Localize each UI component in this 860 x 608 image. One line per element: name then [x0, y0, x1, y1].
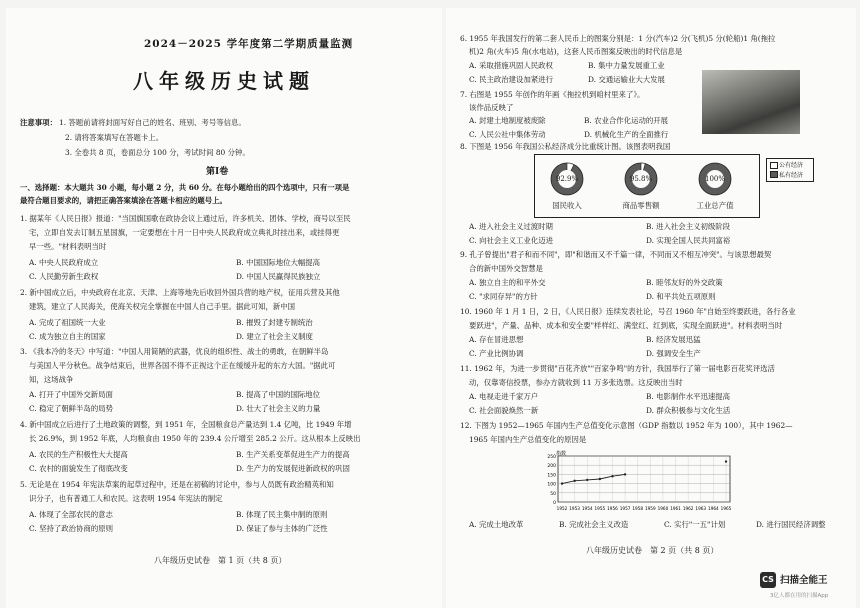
q1-option-b: B. 中国国际地位大幅提高	[236, 258, 321, 267]
instruction-line-1: 一、选择题：本大题共 30 小题，每小题 2 分，共 60 分。在每小题给出的四个选项中，只有一项是	[20, 183, 350, 192]
y-tick-label: 150	[547, 473, 556, 479]
x-tick-label: 1960	[657, 506, 669, 511]
q11-stem-1: 11. 1962 年，为进一步贯彻"百花齐放""百家争鸣"的方针，我国举行了第一届电影百花奖评选活	[460, 364, 775, 373]
q12-option-b: B. 完成社会主义改造	[559, 520, 629, 529]
q3-option-d: D. 壮大了社会主义的力量	[236, 404, 321, 413]
q8-option-c: C. 向社会主义工业化迈进	[469, 236, 553, 245]
scanner-logo-icon: CS	[760, 572, 776, 588]
y-tick-label: 200	[547, 464, 556, 470]
q6-option-a: A. 采取措施巩固人民政权	[469, 61, 553, 70]
gdp-data-point	[611, 475, 613, 477]
q6-option-c: C. 民主政治建设加紧进行	[469, 75, 553, 84]
y-tick-label: 250	[547, 455, 556, 460]
q11-stem-2: 动，仅靠寄信投票，参办方就收到 11 万多张选票。这反映出当时	[469, 378, 683, 387]
q5-option-d: D. 保证了参与主体的广泛性	[236, 524, 328, 533]
q1-stem-2: 宅，立即自发去订制五星国旗，一定要想在十月一日中央人民政府成立典礼时挂出来，或挂得更	[29, 228, 340, 237]
x-tick-label: 1962	[682, 506, 694, 511]
q6-stem-2: 机)2 角(火车)5 角(水电站)，这套人民币图案反映出的时代信息是	[469, 47, 683, 56]
scanner-app-name: 扫描全能王	[780, 575, 828, 586]
scanner-tagline: 3亿人都在用的扫描App	[770, 593, 829, 599]
q6-option-b: B. 集中力量发展重工业	[588, 61, 665, 70]
q1-stem-3: 早一些。"材料表明当时	[29, 242, 107, 251]
q8-option-b: B. 进入社会主义初级阶段	[646, 222, 731, 231]
q9-option-a: A. 独立自主的和平外交	[469, 278, 546, 287]
q1-option-c: C. 人民勤劳新生政权	[29, 272, 99, 281]
exam-page-2	[446, 8, 856, 608]
x-tick-label: 1954	[581, 506, 593, 511]
q1-option-d: D. 中国人民赢得民族独立	[236, 272, 321, 281]
q12-option-a: A. 完成土地改革	[469, 520, 524, 529]
q11-option-c: C. 社会面貌焕然一新	[469, 406, 539, 415]
y-tick-label: 100	[547, 482, 556, 488]
x-tick-label: 1965	[720, 506, 732, 511]
exam-heading: 2024－2025 学年度第二学期质量监测	[144, 38, 354, 50]
x-tick-label: 1963	[695, 506, 707, 511]
plot-frame	[558, 456, 730, 502]
x-tick-label: 1961	[670, 506, 681, 511]
q2-stem-1: 2. 新中国成立后，中央政府在北京、天津、上海等地先后收回外国兵营的地产权，征用兵营及其他	[20, 288, 340, 297]
x-tick-label: 1956	[607, 506, 618, 511]
pie-national-income-value: 92.9%	[555, 175, 579, 183]
q8-option-d: D. 实现全国人民共同富裕	[646, 236, 731, 245]
pie-industrial-output-value: 100%	[704, 175, 725, 183]
notice-label: 注意事项：	[20, 118, 57, 127]
q2-option-a: A. 完成了祖国统一大业	[29, 318, 106, 327]
q10-option-c: C. 产业比例协调	[469, 349, 524, 358]
gdp-data-point	[586, 479, 588, 481]
q11-option-b: B. 电影制作水平迅速提高	[646, 392, 731, 401]
q7-option-b: B. 农业合作化运动的开展	[584, 116, 669, 125]
q4-stem-1: 4. 新中国成立后进行了土地政策的调整，到 1951 年，全国粮食总产量达到 1.4 亿吨，比 1949 年增	[20, 420, 352, 429]
pie-legend	[766, 158, 814, 182]
q1-option-a: A. 中央人民政府成立	[29, 258, 99, 267]
legend-swatch-private	[770, 171, 778, 178]
q5-stem-1: 5. 无论是在 1954 年宪法草案的起草过程中，还是在初稿的讨论中，参与人员既有政治精英和知	[20, 480, 334, 489]
y-axis-label: 指数	[556, 451, 567, 457]
gdp-data-point	[624, 473, 626, 475]
q7-stem-2: 该作品反映了	[469, 103, 514, 112]
q8-stem-1: 8. 下图是 1956 年我国公私经济成分比重统计图。该图表明我国	[460, 142, 671, 151]
q3-option-c: C. 稳定了朝鲜半岛的局势	[29, 404, 113, 413]
gdp-data-point	[725, 460, 727, 462]
q9-stem-1: 9. 孔子曾提出"君子和而不同"，即"和谐而又不千篇一律，不同而又不相互冲突"。与该思想最契	[460, 250, 772, 259]
legend-label-private: 私有经济	[779, 172, 804, 179]
q3-option-b: B. 提高了中国的国际地位	[236, 390, 321, 399]
q4-option-a: A. 农民的生产积极性大大提高	[29, 450, 128, 459]
legend-swatch-public	[770, 162, 778, 169]
q9-option-b: B. 睦邻友好的外交政策	[646, 278, 723, 287]
q5-option-b: B. 体现了民主集中制的原则	[236, 510, 328, 519]
tractor-painting-image	[702, 70, 800, 134]
gdp-series-line	[562, 474, 625, 483]
q9-option-c: C. "求同存异"的方针	[469, 292, 538, 301]
q4-option-d: D. 生产力的发展促进新政权的巩固	[236, 464, 350, 473]
y-tick-label: 50	[550, 491, 556, 497]
q12-stem-1: 12. 下图为 1952—1965 年国内生产总值变化示意图（GDP 指数以 1952 年为 100），其中 1962—	[460, 421, 793, 430]
q7-stem-1: 7. 右图是 1955 年创作的年画《拖拉机到咱村里来了》。	[460, 90, 645, 99]
q5-option-c: C. 坚持了政治协商的原则	[29, 524, 113, 533]
q5-stem-2: 识分子，也有普通工人和农民。这表明 1954 年宪法的制定	[29, 494, 223, 503]
x-tick-label: 1958	[632, 506, 644, 511]
q10-stem-2: 要跃进"，产量、品种、成本和安全要"样样红、满堂红、红到底，实现全面跃进"。材料表明当时	[469, 321, 783, 330]
q7-option-c: C. 人民公社中集体劳动	[469, 130, 546, 139]
notice-2: 2. 请将答案填写在答题卡上。	[65, 133, 164, 142]
pie-retail-sales-value: 95.8%	[629, 175, 653, 183]
x-tick-label: 1959	[644, 506, 656, 511]
q2-option-c: C. 成为独立自主的国家	[29, 332, 106, 341]
q3-stem-2: 与美国人平分秋色。战争结束后，世界各国不得不正视这个正在缓缓升起的东方大国。"据此可	[29, 361, 336, 370]
x-tick-label: 1955	[594, 506, 606, 511]
q3-stem-1: 3. 《我本冷的冬天》中写道："中国人用简陋的武器，优良的组织性、战士的勇敢，在朝鲜半岛	[20, 347, 329, 356]
x-tick-label: 1957	[619, 506, 631, 511]
q12-stem-2: 1965 年国内生产总值变化的原因是	[469, 435, 587, 444]
q4-stem-2: 长 26.9%，到 1952 年底，人均粮食由 1950 年的 239.4 公斤增至 285.2 公斤。这从根本上反映出	[29, 434, 361, 443]
q6-stem-1: 6. 1955 年我国发行的第二套人民币上的图案分别是：1 分(汽车)2 分(飞机)5 分(轮船)1 角(拖拉	[460, 34, 776, 43]
q12-option-c: C. 实行"一五"计划	[664, 520, 726, 529]
notice-1: 1. 答题前请将封面写好自己的姓名、班别、考号等信息。	[59, 118, 246, 127]
q10-option-a: A. 存在冒进思想	[469, 335, 524, 344]
q10-option-d: D. 强调安全生产	[646, 349, 701, 358]
ownership-pie-chart	[534, 154, 760, 218]
exam-title: 八年级历史试题	[133, 69, 315, 93]
q3-stem-3: 知，这场战争	[29, 375, 74, 384]
q4-option-b: B. 生产关系变革促进生产力的提高	[236, 450, 350, 459]
q12-option-d: D. 进行国民经济调整	[756, 520, 826, 529]
instruction-line-2: 最符合题目要求的，请把正确答案填涂在答题卡相应的题号上。	[20, 196, 227, 205]
q11-option-d: D. 群众积极参与文化生活	[646, 406, 731, 415]
q6-option-d: D. 交通运输业大大发展	[588, 75, 665, 84]
q10-stem-1: 10. 1960 年 1 月 1 日，2 日，《人民日报》连续发表社论，号召 1960 年"自始至终要跃进，各行各业	[460, 307, 796, 316]
exam-page-1	[6, 8, 442, 608]
x-tick-label: 1953	[569, 506, 580, 511]
q1-stem-1: 1. 据某年《人民日报》报道："当国旗国歌在政协会议上通过后，许多机关、团体、学校，商号以至民	[20, 214, 351, 223]
gdp-data-point	[573, 480, 575, 482]
gdp-line-chart	[538, 450, 734, 516]
q3-option-a: A. 打开了中国外交新局面	[29, 390, 113, 399]
q9-option-d: D. 和平共处五项原则	[646, 292, 716, 301]
q2-option-b: B. 摧毁了封建专制统治	[236, 318, 313, 327]
gdp-data-point	[599, 478, 601, 480]
q9-stem-2: 合的新中国外交智慧是	[469, 264, 543, 273]
q2-option-d: D. 建立了社会主义制度	[236, 332, 313, 341]
page-1-footer: 八年级历史试卷 第 1 页（共 8 页）	[154, 556, 287, 565]
notice-3: 3. 全卷共 8 页，卷面总分 100 分，考试时间 80 分钟。	[65, 148, 250, 157]
y-tick-label: 0	[553, 501, 556, 506]
x-tick-label: 1964	[708, 506, 719, 511]
q7-option-a: A. 封建土地制度被废除	[469, 116, 546, 125]
x-tick-label: 1952	[556, 506, 568, 511]
q2-stem-2: 建筑，建立了人民海关，使海关权完全掌握在中国人自己手里。据此可知，新中国	[29, 302, 296, 311]
pie-retail-sales-label: 商品零售额	[622, 201, 660, 210]
q5-option-a: A. 体现了全部农民的意志	[29, 510, 113, 519]
q10-option-b: B. 经济发展迅猛	[646, 335, 701, 344]
q8-option-a: A. 进入社会主义过渡时期	[469, 222, 553, 231]
pie-industrial-output-label: 工业总产值	[696, 201, 734, 210]
q4-option-c: C. 农村的面貌发生了彻底改变	[29, 464, 128, 473]
page-2-footer: 八年级历史试卷 第 2 页（共 8 页）	[586, 546, 719, 555]
gdp-data-point	[561, 482, 563, 484]
pie-national-income-label: 国民收入	[552, 201, 582, 210]
section-title: 第Ⅰ卷	[206, 167, 229, 177]
q7-option-d: D. 机械化生产的全面推行	[584, 130, 669, 139]
legend-label-public: 公有经济	[779, 162, 804, 169]
q11-option-a: A. 电视走进千家万户	[469, 392, 539, 401]
